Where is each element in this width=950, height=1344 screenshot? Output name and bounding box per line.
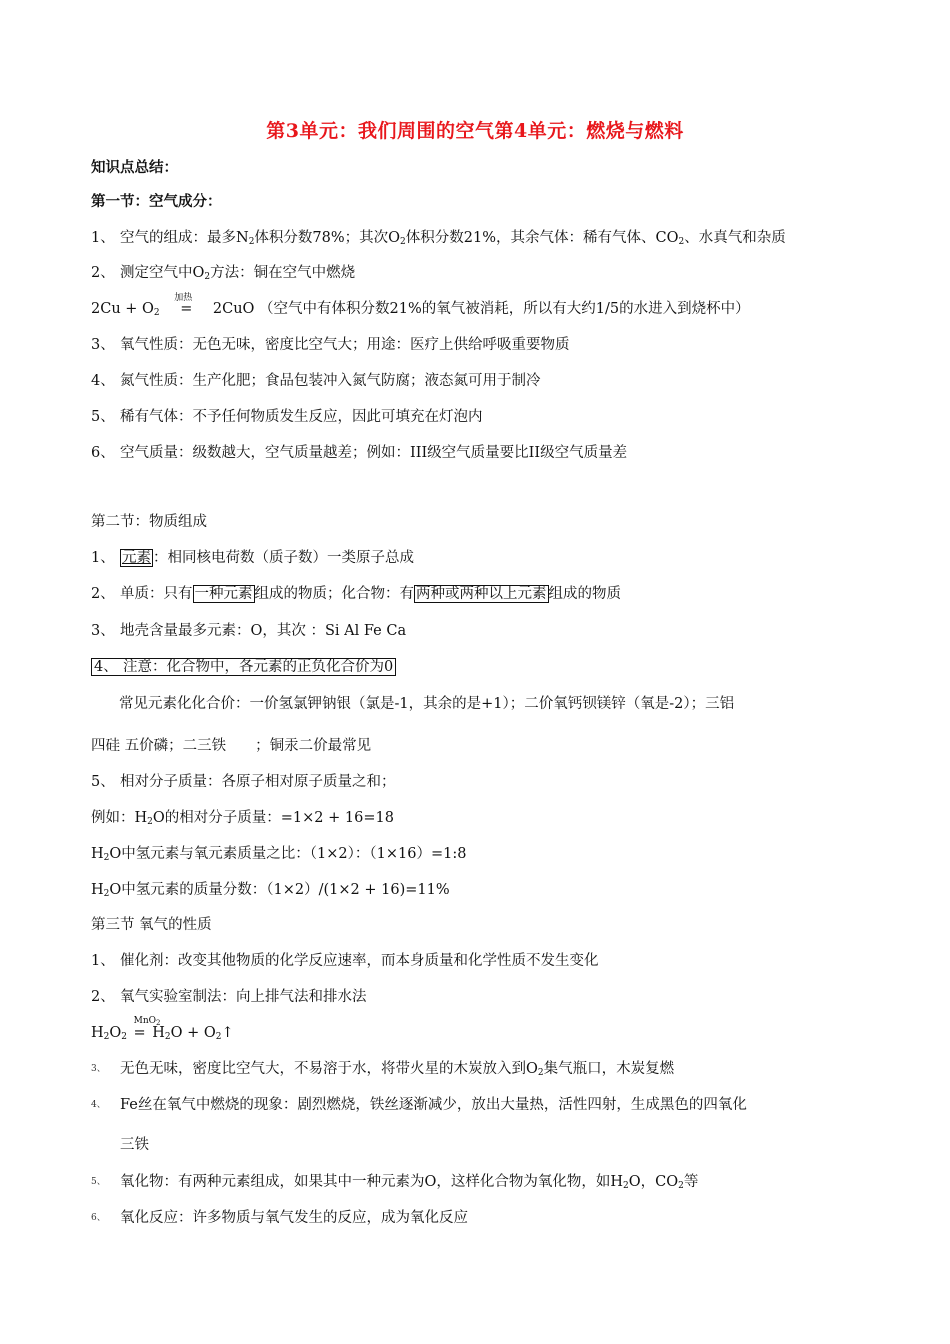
section1-item1: 1、 空气的组成：最多$N_2$体积分数78%；其次$O_2$体积分数21%，其余气体：稀有气体、$CO_2$、水真气和杂质 [91, 230, 786, 247]
section2-item5: 5、 相对分子质量：各原子相对原子质量之和； [91, 774, 396, 790]
example-mass-ratio: $H_2O$中氢元素与氧元素质量之比：（1×2）：（1×16）=1:8 [91, 846, 467, 863]
boxed-term: 一种元素 [194, 586, 253, 602]
section3-item3: 3、 无色无味，密度比空气大，不易溶于水，将带火星的木炭放入到$O_2$集气瓶口，木炭复燃 [91, 1061, 675, 1078]
section2-item1: 1、 元素 ：相同核电荷数（质子数）一类原子总成 [91, 550, 414, 566]
section3-item6: 6、 氧化反应：许多物质与氧气发生的反应，成为氧化反应 [91, 1210, 468, 1226]
boxed-term: 元素 [122, 550, 151, 566]
section2-item4 [91, 657, 396, 677]
valence-rhyme-line1: 常见元素化化合价：一价氢氯钾钠银（氯是-1，其余的是+1）；二价氧钙钡镁锌（氧是-2）；三铝 [119, 696, 735, 712]
condition-label: 加热 [174, 293, 193, 303]
section2-heading: 第二节：物质组成 [91, 514, 207, 530]
section1-item2: 2、 测定空气中$O_2$方法：铜在空气中燃烧 [91, 265, 356, 282]
example-mass-fraction: $H_2O$中氢元素的质量分数：（1×2）/(1×2 + 16)=11% [91, 882, 450, 899]
section1-item4: 4、 氮气性质：生产化肥；食品包装冲入氮气防腐；液态氮可用于制冷 [91, 373, 541, 389]
section3-item4-continued: 三铁 [120, 1137, 149, 1153]
section1-heading: 第一节：空气成分： [91, 193, 222, 210]
section3-heading: 第三节 氧气的性质 [91, 917, 212, 933]
section3-item5: 5、 氧化物：有两种元素组成，如果其中一种元素为O，这样化合物为氧化物，如$H_2O$，$CO_2$等 [91, 1174, 699, 1191]
section3-item4: 4、 Fe丝在氧气中燃烧的现象：剧烈燃烧，铁丝逐渐减少，放出大量热，活性四射，生成黑色的四氧化 [91, 1097, 747, 1113]
page-title: 第3单元：我们周围的空气第4单元：燃烧与燃料 [266, 120, 684, 142]
section2-item2: 2、 单质：只有 一种元素 组成的物质；化合物：有 两种或两种以上元素 组成的物质 [91, 586, 621, 602]
boxed-term: 两种或两种以上元素 [416, 586, 547, 602]
summary-heading: 知识点总结： [91, 159, 178, 176]
section1-item3: 3、 氧气性质：无色无味，密度比空气大；用途：医疗上供给呼吸重要物质 [91, 337, 570, 353]
section3-item1: 1、 催化剂：改变其他物质的化学反应速率，而本身质量和化学性质不发生变化 [91, 953, 599, 969]
example-molar-mass: 例如：$H_2O$的相对分子质量：=1×2 + 16=18 [91, 810, 394, 827]
section1-item6: 6、 空气质量：级数越大，空气质量越差；例如：III级空气质量要比II级空气质量差 [91, 445, 628, 461]
catalyst-label: MnO$_2$ [133, 1016, 161, 1027]
equation-peroxide: $H_2O_2$ MnO$_2$ = $H_2O$ + $O_2↑$ [91, 1023, 234, 1047]
equation-copper: $2Cu + O_2$ 加热 = 2CuO （空气中有体积分数21%的氧气被消耗，所以有大约1/5的水进入到烧杯中） [91, 299, 750, 323]
valence-rhyme-line2: 四硅 五价磷；二三铁 ；铜汞二价最常见 [91, 738, 372, 754]
section1-item5: 5、 稀有气体：不予任何物质发生反应，因此可填充在灯泡内 [91, 409, 483, 425]
section2-item3: 3、 地壳含量最多元素：O，其次 ：Si Al Fe Ca [91, 623, 407, 639]
boxed-note: 4、 注意：化合物中，各元素的正负化合价为0 [91, 658, 396, 676]
section3-item2: 2、 氧气实验室制法：向上排气法和排水法 [91, 989, 367, 1005]
